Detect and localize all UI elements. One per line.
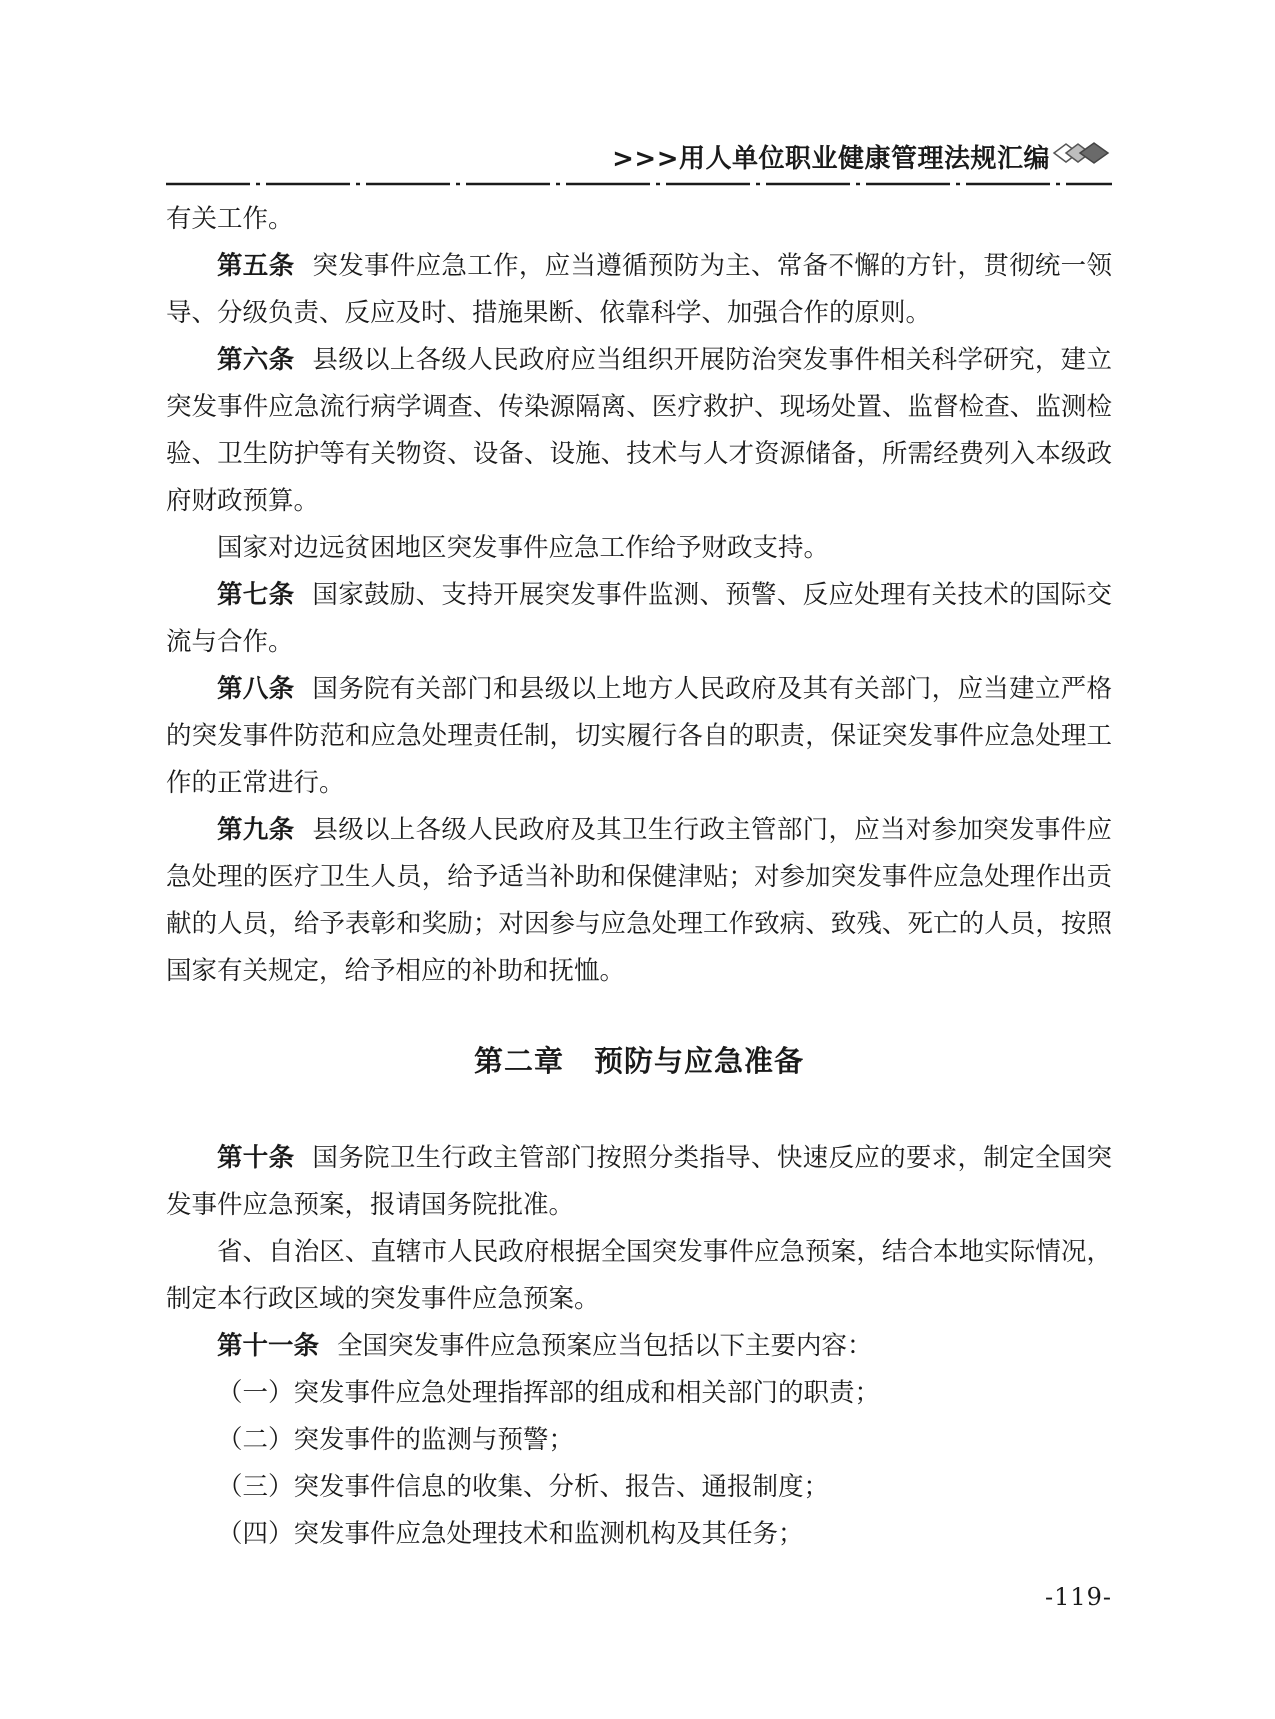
article-number: 第七条 bbox=[217, 580, 295, 610]
paragraph-text: 省、自治区、直辖市人民政府根据全国突发事件应急预案，结合本地实际情况，制定本行政区域的突发事件应急预案。 bbox=[166, 1237, 1112, 1314]
article-number: 第九条 bbox=[217, 815, 295, 845]
paragraph bbox=[166, 572, 1112, 666]
chapter-heading: 第二章 预防与应急准备 bbox=[473, 1044, 804, 1078]
paragraph-text: 国务院卫生行政主管部门按照分类指导、快速反应的要求，制定全国突发事件应急预案，报请国务院批准。 bbox=[166, 1143, 1112, 1220]
paragraph-text: （一）突发事件应急处理指挥部的组成和相关部门的职责； bbox=[217, 1378, 881, 1408]
section-articles-5-9 bbox=[166, 196, 1112, 995]
article-number: 第八条 bbox=[217, 674, 295, 704]
paragraph bbox=[166, 337, 1112, 525]
page-body bbox=[166, 196, 1112, 1558]
paragraph bbox=[166, 243, 1112, 337]
paragraph-text: 全国突发事件应急预案应当包括以下主要内容： bbox=[337, 1331, 873, 1361]
page-number: -119- bbox=[1044, 1583, 1112, 1611]
paragraph bbox=[166, 1370, 1112, 1417]
paragraph-text: 国务院有关部门和县级以上地方人民政府及其有关部门，应当建立严格的突发事件防范和应急处理责任制，切实履行各自的职责，保证突发事件应急处理工作的正常进行。 bbox=[166, 674, 1112, 798]
article-number: 第六条 bbox=[217, 345, 295, 375]
running-header bbox=[166, 132, 1112, 172]
header-rule-divider bbox=[166, 180, 1112, 188]
paragraph-text: （四）突发事件应急处理技术和监测机构及其任务； bbox=[217, 1519, 804, 1549]
paragraph bbox=[166, 666, 1112, 807]
header-title: >>>用人单位职业健康管理法规汇编 bbox=[612, 144, 1050, 174]
paragraph-text: 有关工作。 bbox=[166, 204, 294, 234]
paragraph bbox=[166, 1417, 1112, 1464]
paragraph bbox=[166, 1323, 1112, 1370]
paragraph bbox=[166, 807, 1112, 995]
paragraph-text: 国家鼓励、支持开展突发事件监测、预警、反应处理有关技术的国际交流与合作。 bbox=[166, 580, 1112, 657]
paragraph-text: 突发事件应急工作，应当遵循预防为主、常备不懈的方针，贯彻统一领导、分级负责、反应及时、措施果断、依靠科学、加强合作的原则。 bbox=[166, 251, 1112, 328]
article-number: 第五条 bbox=[217, 251, 295, 281]
paragraph-text: 县级以上各级人民政府应当组织开展防治突发事件相关科学研究，建立突发事件应急流行病学调查、传染源隔离、医疗救护、现场处置、监督检查、监测检验、卫生防护等有关物资、设备、设施、技术与人才资源储备，所需经费列入本级政府财政预算。 bbox=[166, 345, 1112, 516]
paragraph bbox=[166, 1229, 1112, 1323]
paragraph-text: （二）突发事件的监测与预警； bbox=[217, 1425, 575, 1455]
paragraph bbox=[166, 196, 1112, 243]
article-number: 第十一条 bbox=[217, 1331, 320, 1361]
article-number: 第十条 bbox=[217, 1143, 295, 1173]
diamond-ornament-icon bbox=[1052, 138, 1112, 168]
paragraph bbox=[166, 525, 1112, 572]
paragraph bbox=[166, 1511, 1112, 1558]
paragraph bbox=[166, 1135, 1112, 1229]
paragraph-text: 国家对边远贫困地区突发事件应急工作给予财政支持。 bbox=[217, 533, 830, 563]
paragraph-text: 县级以上各级人民政府及其卫生行政主管部门，应当对参加突发事件应急处理的医疗卫生人员，给予适当补助和保健津贴；对参加突发事件应急处理作出贡献的人员，给予表彰和奖励；对因参与应急处理工作致病、致残、死亡的人员，按照国家有关规定，给予相应的补助和抚恤。 bbox=[166, 815, 1112, 986]
paragraph bbox=[166, 1464, 1112, 1511]
section-articles-10-11 bbox=[166, 1135, 1112, 1558]
paragraph-text: （三）突发事件信息的收集、分析、报告、通报制度； bbox=[217, 1472, 830, 1502]
